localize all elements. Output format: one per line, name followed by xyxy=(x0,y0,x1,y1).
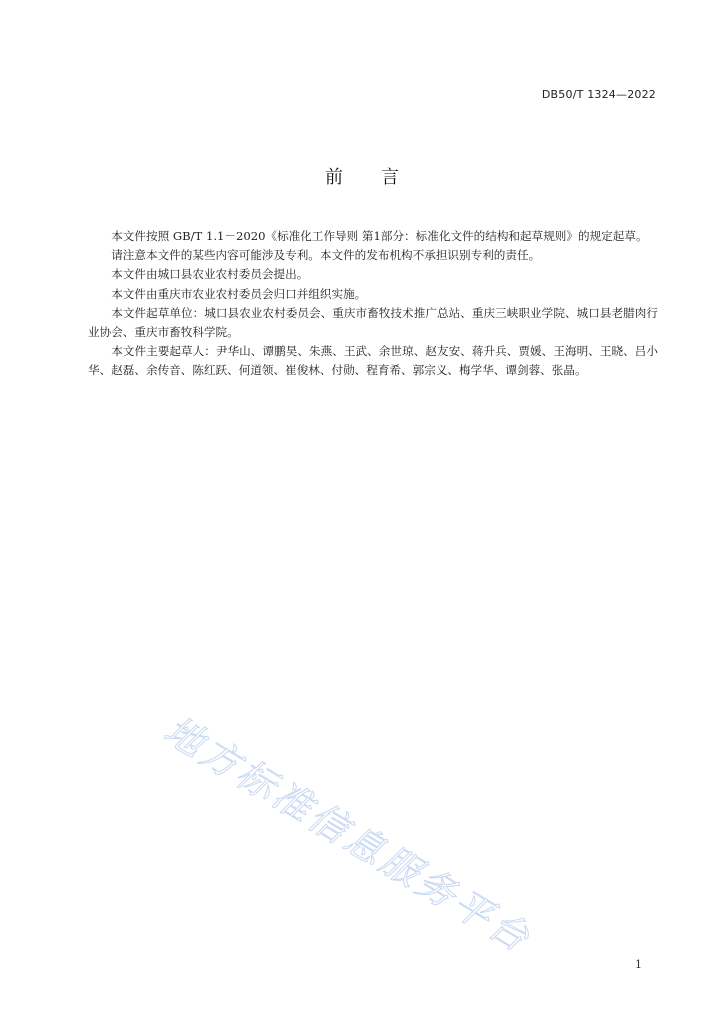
page-number: 1 xyxy=(635,958,642,971)
paragraph-proposer: 本文件由城口县农业农村委员会提出。 xyxy=(111,267,309,282)
paragraph-drafters: 本文件主要起草人：尹华山、谭鹏昊、朱燕、王武、余世琼、赵友安、蒋升兵、贾媛、王海明、王晓、吕小华、赵磊、余传音、陈红跃、何道领、崔俊林、付勋、程育希、郭宗义、梅学华、谭剑蓉、张晶。 xyxy=(88,344,658,378)
section-title: 前言 xyxy=(325,167,437,188)
document-code: DB50/T 1324—2022 xyxy=(541,88,656,101)
paragraph-drafting-rules: 本文件按照 GB/T 1.1－2020《标准化工作导则 第1部分：标准化文件的结构和起草规则》的规定起草。 xyxy=(111,229,648,243)
paragraph-drafting-units: 本文件起草单位：城口县农业农村委员会、重庆市畜牧技术推广总站、重庆三峡职业学院、城口县老腊肉行业协会、重庆市畜牧科学院。 xyxy=(88,305,658,340)
paragraph-patent-notice: 请注意本文件的某些内容可能涉及专利。本文件的发布机构不承担识别专利的责任。 xyxy=(111,248,541,263)
paragraph-administrator: 本文件由重庆市农业农村委员会归口并组织实施。 xyxy=(111,286,367,301)
watermark: 地方标准信息服务平台 xyxy=(156,707,540,962)
foreword-body xyxy=(88,227,658,381)
